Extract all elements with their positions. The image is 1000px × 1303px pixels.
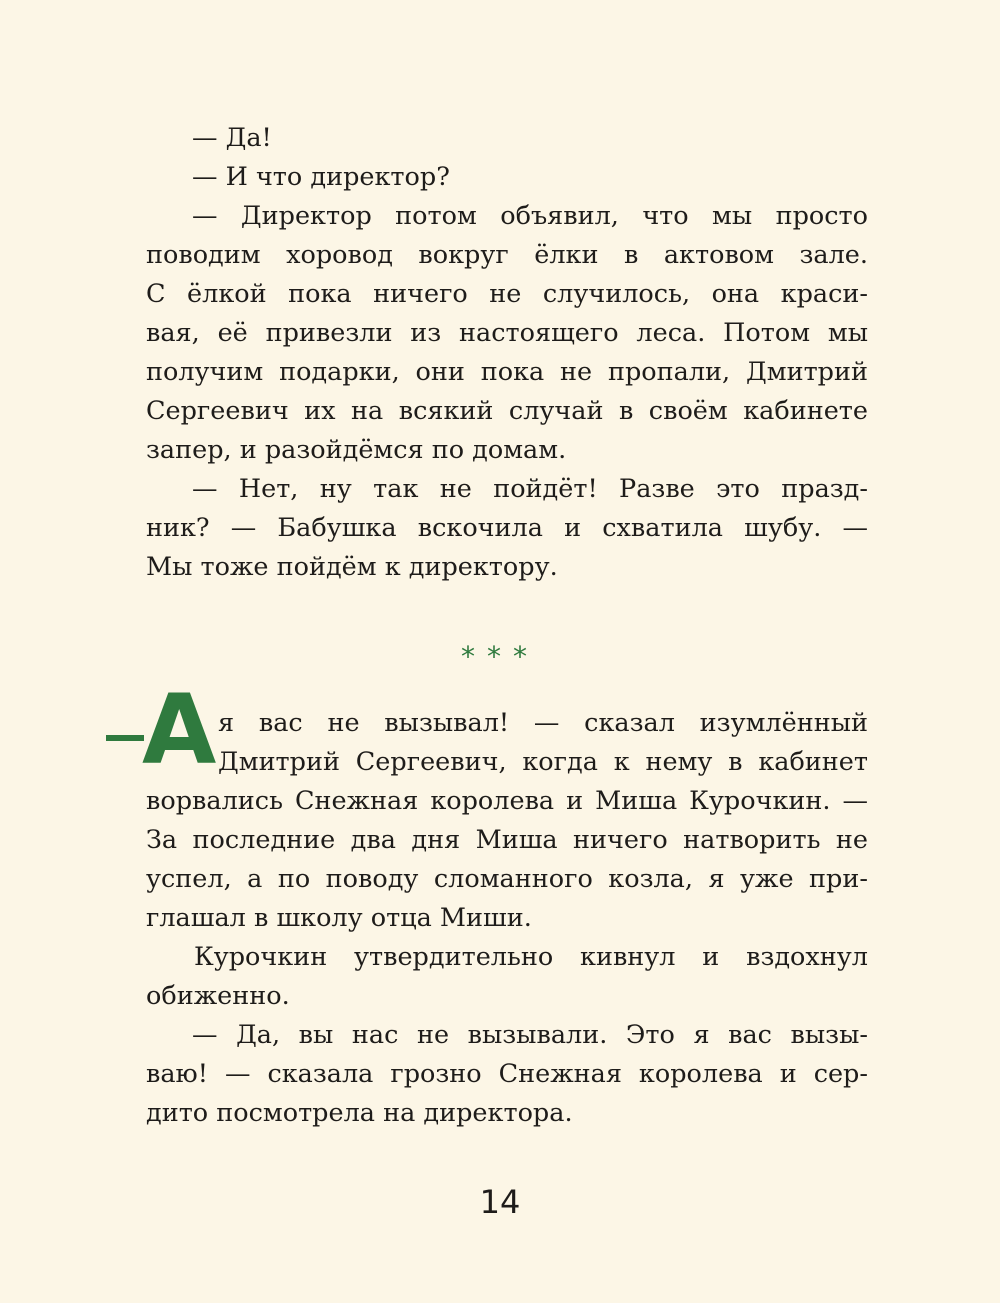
- text-line: дито посмотрела на директора.: [146, 1098, 573, 1128]
- text-line: я вас не вызывал! — сказал изумлённый: [218, 708, 868, 738]
- text-line: Сергеевич их на всякий случай в своём кабинете: [146, 396, 868, 426]
- text-line: Дмитрий Сергеевич, когда к нему в кабинет: [218, 747, 868, 777]
- page-number: 14: [479, 1183, 521, 1221]
- text-line: — Нет, ну так не пойдёт! Разве это празд-: [192, 474, 868, 504]
- text-line: — Да, вы нас не вызывали. Это я вас вызы-: [192, 1020, 868, 1050]
- drop-cap-letter: А: [142, 674, 217, 786]
- text-line: Курочкин утвердительно кивнул и вздохнул: [194, 942, 868, 972]
- text-line: вая, её привезли из настоящего леса. Потом мы: [146, 318, 868, 348]
- text-line: С ёлкой пока ничего не случилось, она краси-: [146, 279, 868, 309]
- text-line: За последние два дня Миша ничего натворить не: [146, 825, 868, 855]
- text-line: — Да!: [192, 123, 272, 153]
- text-line: обиженно.: [146, 981, 290, 1011]
- text-line: Мы тоже пойдём к директору.: [146, 552, 558, 582]
- drop-cap-dash: [106, 735, 144, 741]
- text-line: получим подарки, они пока не пропали, Дмитрий: [146, 357, 868, 387]
- text-line: — Директор потом объявил, что мы просто: [192, 201, 868, 231]
- section-separator: ***: [461, 640, 539, 673]
- text-line: поводим хоровод вокруг ёлки в актовом зале.: [146, 240, 868, 270]
- text-line: ваю! — сказала грозно Снежная королева и сер-: [146, 1059, 868, 1089]
- text-line: ник? — Бабушка вскочила и схватила шубу. —: [146, 513, 868, 543]
- text-line: — И что директор?: [192, 162, 450, 192]
- text-line: успел, а по поводу сломанного козла, я уже при-: [146, 864, 868, 894]
- text-line: ворвались Снежная королева и Миша Курочкин. —: [146, 786, 868, 816]
- text-line: глашал в школу отца Миши.: [146, 903, 532, 933]
- text-line: запер, и разойдёмся по домам.: [146, 435, 567, 465]
